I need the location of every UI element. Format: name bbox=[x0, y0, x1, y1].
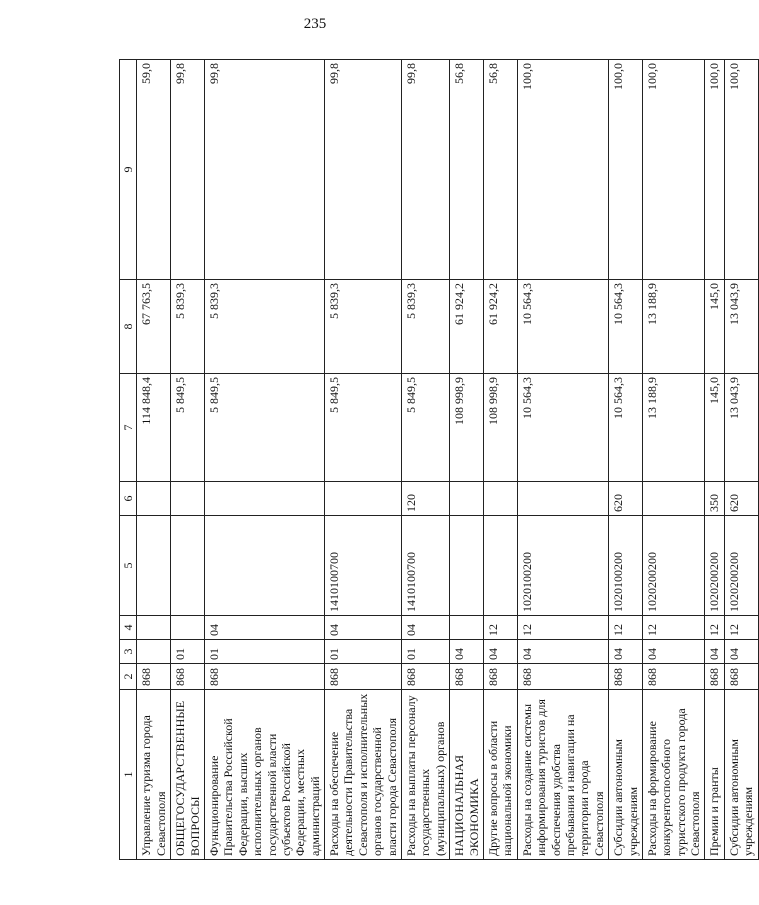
cell-expense-type: 350 bbox=[705, 482, 724, 516]
cell-ministry: 868 bbox=[204, 664, 324, 690]
cell-expense-type bbox=[517, 482, 608, 516]
cell-percent: 99,8 bbox=[204, 60, 324, 280]
cell-expense-type bbox=[204, 482, 324, 516]
cell-percent: 100,0 bbox=[705, 60, 724, 280]
cell-executed: 13 043,9 bbox=[724, 280, 758, 374]
cell-planned: 108 998,9 bbox=[483, 374, 517, 482]
column-header: 4 bbox=[120, 616, 137, 640]
cell-target-article: 1410100700 bbox=[325, 516, 402, 616]
cell-name: Премии и гранты bbox=[705, 690, 724, 860]
cell-ministry: 868 bbox=[137, 664, 171, 690]
cell-name: Субсидии автономным учреждениям bbox=[609, 690, 643, 860]
cell-name: Субсидии автономным учреждениям bbox=[724, 690, 758, 860]
table-row bbox=[450, 60, 484, 860]
cell-ministry: 868 bbox=[517, 664, 608, 690]
cell-section: 01 bbox=[204, 640, 324, 664]
cell-subsection: 04 bbox=[402, 616, 450, 640]
cell-ministry: 868 bbox=[450, 664, 484, 690]
table-row bbox=[325, 60, 402, 860]
cell-subsection: 12 bbox=[517, 616, 608, 640]
cell-target-article: 1020200200 bbox=[642, 516, 705, 616]
cell-executed: 5 839,3 bbox=[204, 280, 324, 374]
cell-executed: 67 763,5 bbox=[137, 280, 171, 374]
cell-executed: 61 924,2 bbox=[450, 280, 484, 374]
cell-expense-type bbox=[137, 482, 171, 516]
cell-percent: 99,8 bbox=[402, 60, 450, 280]
column-header: 7 bbox=[120, 374, 137, 482]
cell-percent: 56,8 bbox=[450, 60, 484, 280]
column-header: 9 bbox=[120, 60, 137, 280]
table-row bbox=[705, 60, 724, 860]
cell-percent: 100,0 bbox=[642, 60, 705, 280]
cell-expense-type: 120 bbox=[402, 482, 450, 516]
table-row bbox=[171, 60, 205, 860]
budget-table bbox=[119, 59, 759, 860]
cell-executed: 5 839,3 bbox=[402, 280, 450, 374]
cell-planned: 13 043,9 bbox=[724, 374, 758, 482]
column-header: 5 bbox=[120, 516, 137, 616]
table-row bbox=[517, 60, 608, 860]
cell-name: Другие вопросы в области национальной экономики bbox=[483, 690, 517, 860]
cell-section: 04 bbox=[724, 640, 758, 664]
cell-target-article: 1020200200 bbox=[724, 516, 758, 616]
cell-expense-type: 620 bbox=[724, 482, 758, 516]
cell-target-article: 1410100700 bbox=[402, 516, 450, 616]
table-row bbox=[204, 60, 324, 860]
cell-section: 01 bbox=[402, 640, 450, 664]
cell-section: 04 bbox=[705, 640, 724, 664]
cell-percent: 99,8 bbox=[171, 60, 205, 280]
table-row bbox=[137, 60, 171, 860]
column-header: 8 bbox=[120, 280, 137, 374]
cell-executed: 10 564,3 bbox=[609, 280, 643, 374]
cell-executed: 13 188,9 bbox=[642, 280, 705, 374]
cell-expense-type bbox=[483, 482, 517, 516]
cell-executed: 5 839,3 bbox=[171, 280, 205, 374]
cell-subsection bbox=[450, 616, 484, 640]
cell-name: Расходы на создание системы информирования туристов для обеспечения удобства пребывания и навигации на территории города Севастополя bbox=[517, 690, 608, 860]
page-number: 235 bbox=[303, 16, 327, 32]
cell-target-article bbox=[171, 516, 205, 616]
cell-subsection: 04 bbox=[204, 616, 324, 640]
cell-subsection: 12 bbox=[724, 616, 758, 640]
cell-ministry: 868 bbox=[325, 664, 402, 690]
cell-ministry: 868 bbox=[171, 664, 205, 690]
cell-target-article: 1020100200 bbox=[517, 516, 608, 616]
cell-subsection bbox=[171, 616, 205, 640]
cell-expense-type bbox=[325, 482, 402, 516]
rotated-table-container bbox=[119, 60, 756, 860]
cell-subsection: 12 bbox=[642, 616, 705, 640]
column-header: 1 bbox=[120, 690, 137, 860]
cell-subsection: 12 bbox=[483, 616, 517, 640]
cell-planned: 5 849,5 bbox=[402, 374, 450, 482]
cell-executed: 145,0 bbox=[705, 280, 724, 374]
cell-planned: 114 848,4 bbox=[137, 374, 171, 482]
cell-target-article bbox=[137, 516, 171, 616]
column-header: 2 bbox=[120, 664, 137, 690]
cell-executed: 61 924,2 bbox=[483, 280, 517, 374]
cell-percent: 100,0 bbox=[517, 60, 608, 280]
cell-section bbox=[137, 640, 171, 664]
cell-subsection: 12 bbox=[609, 616, 643, 640]
table-header-row bbox=[120, 60, 137, 860]
cell-section: 04 bbox=[517, 640, 608, 664]
column-header: 3 bbox=[120, 640, 137, 664]
cell-section: 04 bbox=[642, 640, 705, 664]
cell-name: Функционирование Правительства Российской Федерации, высших исполнительных органов государственной власти субъектов Российской Федерации, местных администраций bbox=[204, 690, 324, 860]
cell-target-article bbox=[204, 516, 324, 616]
cell-subsection: 04 bbox=[325, 616, 402, 640]
cell-expense-type bbox=[450, 482, 484, 516]
table-row bbox=[642, 60, 705, 860]
cell-planned: 145,0 bbox=[705, 374, 724, 482]
rotated-table-frame bbox=[119, 60, 756, 860]
cell-name: ОБЩЕГОСУДАРСТВЕННЫЕ ВОПРОСЫ bbox=[171, 690, 205, 860]
cell-percent: 99,8 bbox=[325, 60, 402, 280]
cell-executed: 5 839,3 bbox=[325, 280, 402, 374]
cell-ministry: 868 bbox=[402, 664, 450, 690]
cell-planned: 5 849,5 bbox=[171, 374, 205, 482]
cell-percent: 56,8 bbox=[483, 60, 517, 280]
cell-executed: 10 564,3 bbox=[517, 280, 608, 374]
cell-name: Расходы на выплаты персоналу государственных (муниципальных) органов bbox=[402, 690, 450, 860]
column-header: 6 bbox=[120, 482, 137, 516]
cell-percent: 100,0 bbox=[724, 60, 758, 280]
cell-target-article bbox=[450, 516, 484, 616]
cell-target-article bbox=[483, 516, 517, 616]
cell-expense-type: 620 bbox=[609, 482, 643, 516]
cell-planned: 5 849,5 bbox=[204, 374, 324, 482]
cell-name: Расходы на формирование конкурентоспособного туристского продукта города Севастополя bbox=[642, 690, 705, 860]
cell-target-article: 1020200200 bbox=[705, 516, 724, 616]
cell-ministry: 868 bbox=[724, 664, 758, 690]
cell-subsection bbox=[137, 616, 171, 640]
cell-planned: 108 998,9 bbox=[450, 374, 484, 482]
table-row bbox=[402, 60, 450, 860]
cell-planned: 10 564,3 bbox=[517, 374, 608, 482]
cell-planned: 5 849,5 bbox=[325, 374, 402, 482]
cell-percent: 100,0 bbox=[609, 60, 643, 280]
table-row bbox=[483, 60, 517, 860]
cell-ministry: 868 bbox=[642, 664, 705, 690]
cell-section: 04 bbox=[609, 640, 643, 664]
cell-ministry: 868 bbox=[483, 664, 517, 690]
cell-target-article: 1020100200 bbox=[609, 516, 643, 616]
cell-percent: 59,0 bbox=[137, 60, 171, 280]
table-row bbox=[724, 60, 758, 860]
cell-planned: 13 188,9 bbox=[642, 374, 705, 482]
cell-section: 04 bbox=[483, 640, 517, 664]
cell-planned: 10 564,3 bbox=[609, 374, 643, 482]
cell-ministry: 868 bbox=[705, 664, 724, 690]
cell-subsection: 12 bbox=[705, 616, 724, 640]
cell-section: 04 bbox=[450, 640, 484, 664]
cell-name: Управление туризма города Севастополя bbox=[137, 690, 171, 860]
cell-name: Расходы на обеспечение деятельности Правительства Севастополя и исполнительных органов государственной власти города Севастополя bbox=[325, 690, 402, 860]
cell-ministry: 868 bbox=[609, 664, 643, 690]
cell-name: НАЦИОНАЛЬНАЯ ЭКОНОМИКА bbox=[450, 690, 484, 860]
cell-expense-type bbox=[642, 482, 705, 516]
cell-section: 01 bbox=[171, 640, 205, 664]
table-row bbox=[609, 60, 643, 860]
cell-section: 01 bbox=[325, 640, 402, 664]
cell-expense-type bbox=[171, 482, 205, 516]
